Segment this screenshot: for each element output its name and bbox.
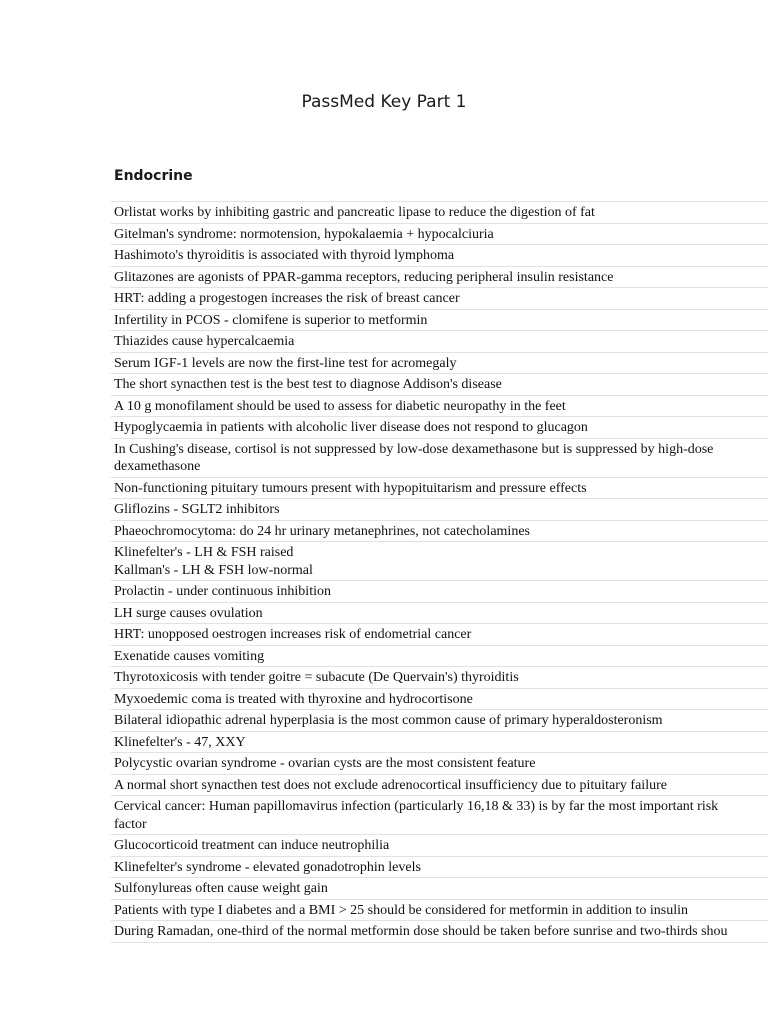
row-text: Klinefelter's syndrome - elevated gonadotrophin levels bbox=[114, 859, 421, 875]
row-text: Non-functioning pituitary tumours present with hypopituitarism and pressure effects bbox=[114, 480, 587, 496]
table-row bbox=[111, 624, 768, 646]
table-row bbox=[111, 224, 768, 246]
table-row bbox=[111, 417, 768, 439]
row-text: Gliflozins - SGLT2 inhibitors bbox=[114, 502, 280, 517]
row-text: The short synacthen test is the best test to diagnose Addison's disease bbox=[114, 377, 502, 392]
table-row bbox=[111, 581, 768, 603]
row-text: Myxoedemic coma is treated with thyroxine and hydrocortisone bbox=[114, 691, 473, 707]
row-text: Klinefelter's - LH & FSH raised bbox=[114, 545, 294, 560]
row-text: Hashimoto's thyroiditis is associated with thyroid lymphoma bbox=[114, 248, 455, 263]
row-text: Hypoglycaemia in patients with alcoholic liver disease does not respond to glucagon bbox=[114, 420, 588, 435]
row-text: Phaeochromocytoma: do 24 hr urinary metanephrines, not catecholamines bbox=[114, 523, 530, 539]
table-row bbox=[111, 900, 768, 922]
table-row bbox=[111, 603, 768, 625]
page-title-text: PassMed Key Part 1 bbox=[301, 92, 467, 112]
row-text: Exenatide causes vomiting bbox=[114, 648, 265, 664]
table-row bbox=[111, 710, 768, 732]
table-row bbox=[111, 439, 768, 478]
table-row bbox=[111, 753, 768, 775]
row-text: LH surge causes ovulation bbox=[114, 605, 263, 621]
table-row bbox=[111, 374, 768, 396]
table-row bbox=[111, 288, 768, 310]
table-row bbox=[111, 775, 768, 797]
row-text: Glucocorticoid treatment can induce neutrophilia bbox=[114, 838, 390, 853]
table-row bbox=[111, 878, 768, 900]
section-heading-endocrine: Endocrine bbox=[114, 168, 193, 184]
row-text: Sulfonylureas often cause weight gain bbox=[114, 881, 328, 896]
page-title bbox=[0, 92, 768, 112]
table-row bbox=[111, 921, 768, 943]
table-row bbox=[111, 646, 768, 668]
row-text: Patients with type I diabetes and a BMI > 25 should be considered for metformin in addition to insulin bbox=[114, 902, 689, 918]
table-row bbox=[111, 796, 768, 835]
table-row bbox=[111, 310, 768, 332]
table-row bbox=[111, 396, 768, 418]
row-text: Orlistat works by inhibiting gastric and pancreatic lipase to reduce the digestion of fat bbox=[114, 205, 595, 220]
row-text: During Ramadan, one-third of the normal metformin dose should be taken before sunrise and two-thirds shou bbox=[114, 924, 728, 939]
table-row bbox=[111, 353, 768, 375]
table-row bbox=[111, 202, 768, 224]
table-row bbox=[111, 857, 768, 879]
table-row bbox=[111, 331, 768, 353]
row-text: A normal short synacthen test does not exclude adrenocortical insufficiency due to pituitary failure bbox=[114, 777, 667, 793]
table-row bbox=[111, 542, 768, 581]
table-row bbox=[111, 267, 768, 289]
row-text: Polycystic ovarian syndrome - ovarian cysts are the most consistent feature bbox=[114, 756, 536, 771]
row-text: dexamethasone bbox=[114, 459, 201, 474]
row-text: Infertility in PCOS - clomifene is superior to metformin bbox=[114, 312, 428, 328]
table-row bbox=[111, 667, 768, 689]
table-row bbox=[111, 732, 768, 754]
table-row bbox=[111, 521, 768, 543]
row-text: factor bbox=[114, 816, 147, 832]
row-text: Serum IGF-1 levels are now the first-line test for acromegaly bbox=[114, 355, 457, 371]
row-text: Kallman's - LH & FSH low-normal bbox=[114, 562, 313, 578]
row-text: In Cushing's disease, cortisol is not suppressed by low-dose dexamethasone but is suppressed by high-dose bbox=[114, 441, 714, 457]
row-text: Thiazides cause hypercalcaemia bbox=[114, 334, 295, 349]
table-row bbox=[111, 245, 768, 267]
row-text: Cervical cancer: Human papillomavirus infection (particularly 16,18 & 33) is by far the most important risk bbox=[114, 799, 719, 814]
row-text: HRT: adding a progestogen increases the risk of breast cancer bbox=[114, 291, 460, 306]
row-text: Prolactin - under continuous inhibition bbox=[114, 584, 331, 599]
row-text: A 10 g monofilament should be used to assess for diabetic neuropathy in the feet bbox=[114, 398, 566, 414]
row-text: Bilateral idiopathic adrenal hyperplasia is the most common cause of primary hyperaldosteronism bbox=[114, 713, 663, 728]
table-row bbox=[111, 689, 768, 711]
table-row bbox=[111, 478, 768, 500]
facts-table bbox=[111, 201, 768, 943]
table-row bbox=[111, 835, 768, 857]
row-text: Thyrotoxicosis with tender goitre = subacute (De Quervain's) thyroiditis bbox=[114, 670, 519, 685]
row-text: Klinefelter's - 47, XXY bbox=[114, 734, 246, 750]
table-row bbox=[111, 499, 768, 521]
row-text: Gitelman's syndrome: normotension, hypokalaemia + hypocalciuria bbox=[114, 226, 494, 242]
row-text: HRT: unopposed oestrogen increases risk of endometrial cancer bbox=[114, 627, 472, 642]
row-text: Glitazones are agonists of PPAR-gamma receptors, reducing peripheral insulin resistance bbox=[114, 269, 614, 285]
